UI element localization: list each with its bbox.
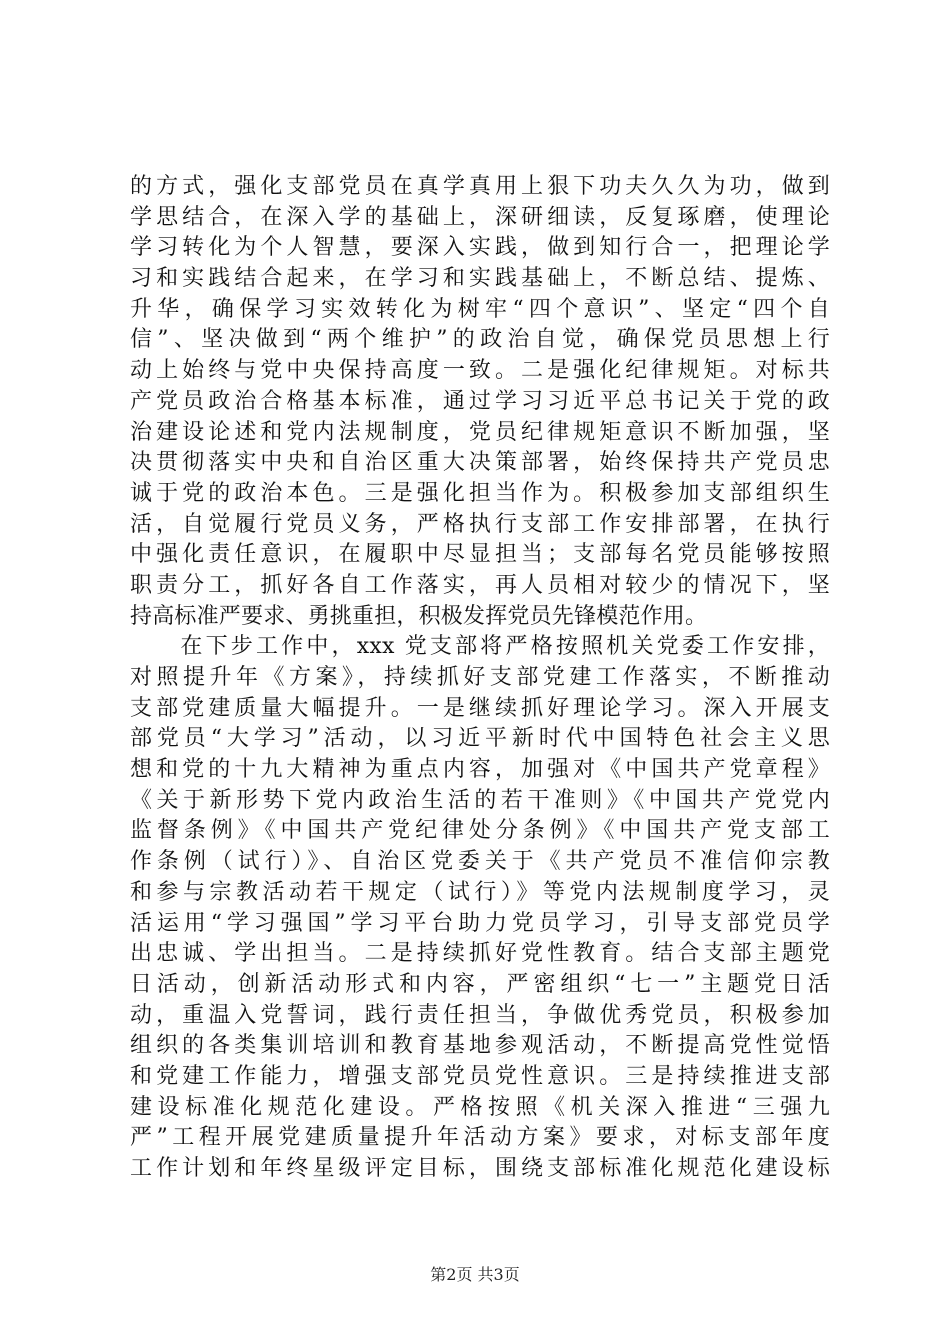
text-line: 严”工程开展党建质量提升年活动方案》要求，对标支部年度 [130, 1125, 830, 1151]
text-line: 和参与宗教活动若干规定（试行）》等党内法规制度学习，灵 [130, 879, 830, 905]
body-text [130, 172, 830, 1185]
paragraph-end-line: 持高标准严要求、勇挑重担，积极发挥党员先锋模范作用。 [130, 603, 708, 629]
text-line: 升华，确保学习实效转化为树牢“四个意识”、坚定“四个自 [130, 296, 830, 322]
text-line: 出忠诚、学出担当。二是持续抓好党性教育。结合支部主题党 [130, 941, 830, 967]
text-line: 想和党的十九大精神为重点内容，加强对《中国共产党章程》 [130, 757, 830, 783]
text-line: 治建设论述和党内法规制度，党员纪律规矩意识不断加强，坚 [130, 419, 830, 445]
text-line: 对照提升年《方案》，持续抓好支部党建工作落实，不断推动 [130, 665, 830, 690]
text-line: 动上始终与党中央保持高度一致。二是强化纪律规矩。对标共 [130, 358, 830, 384]
text-line: 《关于新形势下党内政治生活的若干准则》《中国共产党党内 [130, 787, 830, 813]
text-line: 活运用“学习强国”学习平台助力党员学习，引导支部党员学 [130, 910, 830, 936]
text-line: 产党员政治合格基本标准，通过学习习近平总书记关于党的政 [130, 388, 830, 414]
text-line: 诚于党的政治本色。三是强化担当作为。积极参加支部组织生 [130, 480, 830, 506]
text-line: 监督条例》《中国共产党纪律处分条例》《中国共产党支部工 [130, 818, 830, 844]
text-line: 作条例（试行）》、自治区党委关于《共产党员不准信仰宗教 [130, 849, 830, 875]
text-line: 建设标准化规范化建设。严格按照《机关深入推进“三强九 [130, 1094, 830, 1120]
text-line: 决贯彻落实中央和自治区重大决策部署，始终保持共产党员忠 [130, 450, 830, 476]
text-line: 习和实践结合起来，在学习和实践基础上，不断总结、提炼、 [130, 266, 830, 292]
text-line: 信”、坚决做到“两个维护”的政治自觉，确保党员思想上行 [130, 327, 830, 353]
text-line: 的方式，强化支部党员在真学真用上狠下功夫久久为功，做到 [130, 174, 830, 199]
text-line: 职责分工，抓好各自工作落实，再人员相对较少的情况下，坚 [130, 572, 830, 598]
text-line: 活，自觉履行党员义务，严格执行支部工作安排部署，在执行 [130, 511, 830, 537]
text-line: 中强化责任意识，在履职中尽显担当；支部每名党员能够按照 [130, 542, 830, 568]
page-number-footer: 第2页 共3页 [430, 1265, 520, 1284]
text-line: 和党建工作能力，增强支部党员党性意识。三是持续推进支部 [130, 1063, 830, 1089]
paragraph-start-line: 在下步工作中，xxx 党支部将严格按照机关党委工作安排， [130, 634, 830, 660]
text-line: 组织的各类集训培训和教育基地参观活动，不断提高党性觉悟 [130, 1033, 830, 1059]
text-line: 学习转化为个人智慧，要深入实践，做到知行合一，把理论学 [130, 235, 830, 261]
text-line: 日活动，创新活动形式和内容，严密组织“七一”主题党日活 [130, 971, 830, 997]
text-line: 部党员“大学习”活动，以习近平新时代中国特色社会主义思 [130, 726, 830, 752]
text-line: 工作计划和年终星级评定目标，围绕支部标准化规范化建设标 [130, 1156, 830, 1181]
text-line: 支部党建质量大幅提升。一是继续抓好理论学习。深入开展支 [130, 695, 830, 721]
text-line: 动，重温入党誓词，践行责任担当，争做优秀党员，积极参加 [130, 1002, 830, 1028]
text-line: 学思结合，在深入学的基础上，深研细读，反复琢磨，使理论 [130, 204, 830, 230]
